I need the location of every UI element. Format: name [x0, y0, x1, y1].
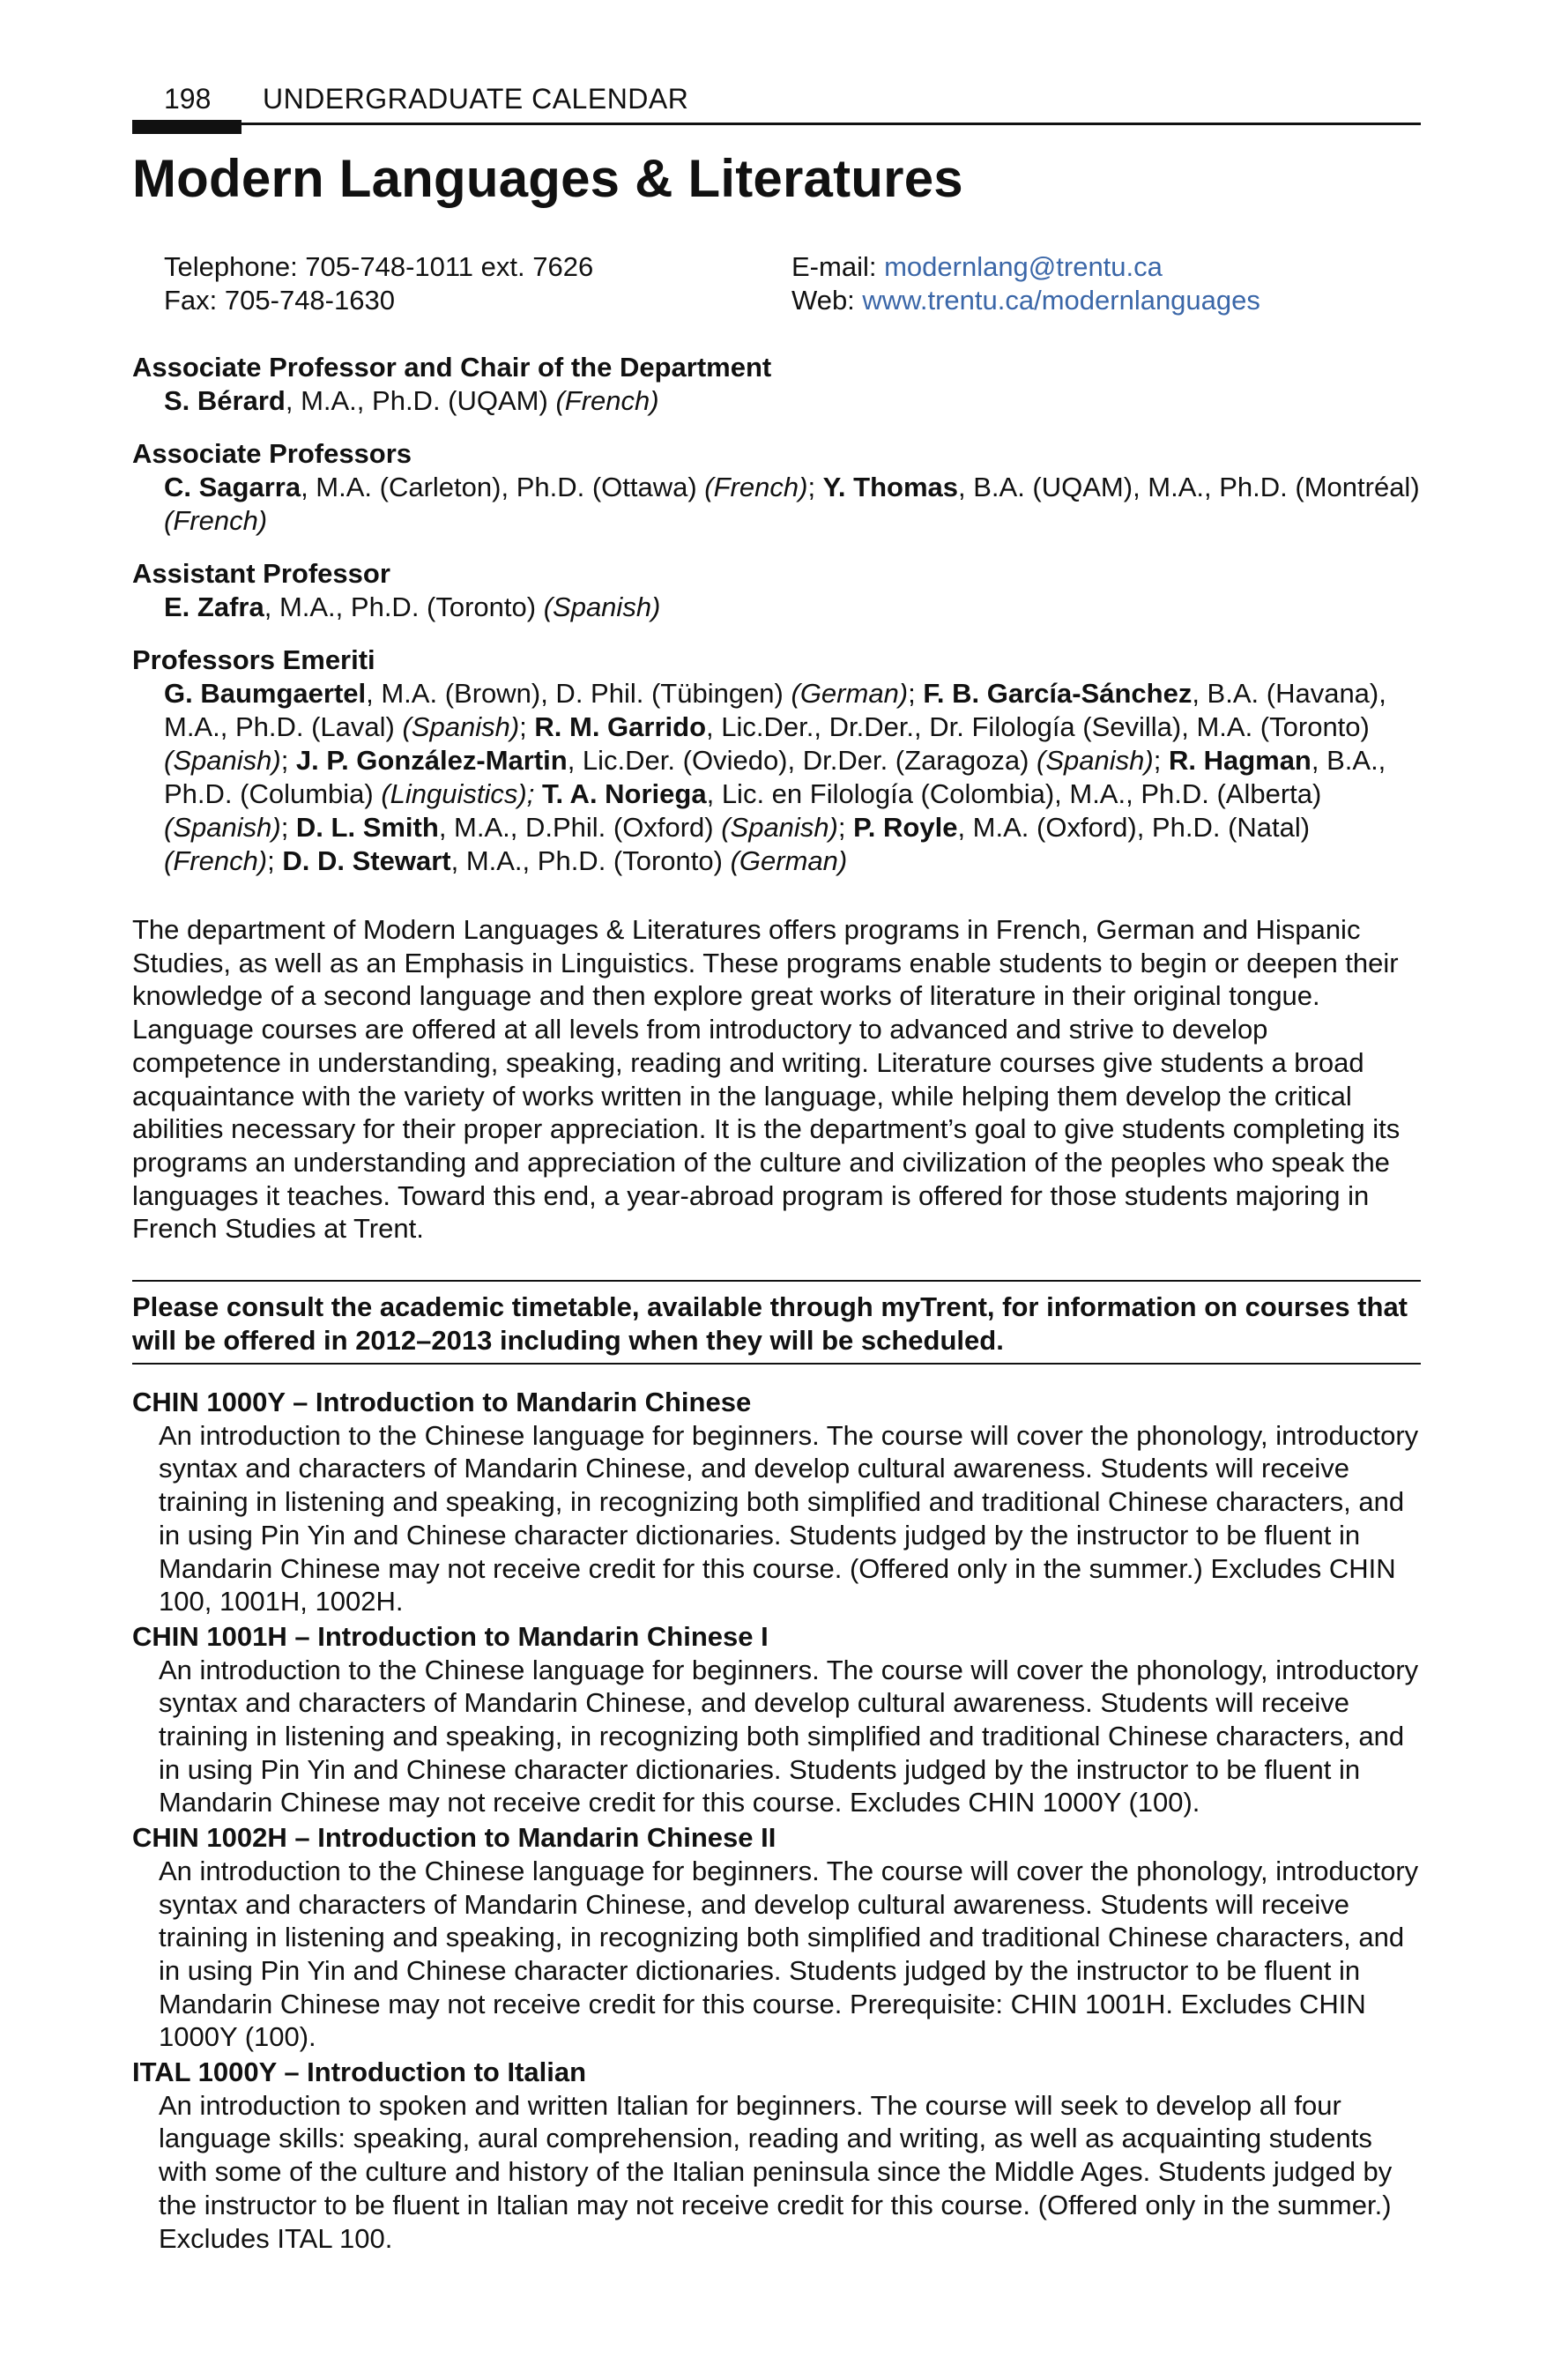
header-rule [132, 123, 1421, 125]
faculty-heading: Professors Emeriti [132, 644, 375, 675]
header-tab-bar [132, 120, 241, 134]
course-description: An introduction to the Chinese language for beginners. The course will cover the phonology, introductory syntax and characters of Mandarin Chinese, and develop cultural awareness. Students will receive training in listening and speaking, in recognizing both simplified and traditional Chinese characters, and in using Pin Yin and Chinese character dictionaries. Students judged by the instructor to be fluent in Mandarin Chinese may not receive credit for this course. Prerequisite: CHIN 1001H. Excludes CHIN 1000Y (100). [159, 1855, 1419, 2053]
department-intro: The department of Modern Languages & Literatures offers programs in French, German and Hispanic Studies, as well as an Emphasis in Linguistics. These programs enable students to begin or deepen their knowledge of a second language and then explore great works of literature in their original tongue. Language courses are offered at all levels from introductory to advanced and strive to develop competence in understanding, speaking, reading and writing. Literature courses give students a broad acquaintance with the variety of works written in the language, while helping them develop the critical abilities necessary for their proper appreciation. It is the department’s goal to give students completing its programs an understanding and appreciation of the culture and civilization of the peoples who speak the languages it teaches. Toward this end, a year-abroad program is offered for those students majoring in French Studies at Trent. [132, 914, 1401, 1245]
course-title: CHIN 1001H – Introduction to Mandarin Chinese I [132, 1620, 769, 1652]
faculty-chair [132, 351, 1421, 418]
course-title: CHIN 1000Y – Introduction to Mandarin Chinese [132, 1387, 752, 1417]
faculty-heading: Associate Professor and Chair of the Department [132, 352, 772, 383]
faculty-entry: S. Bérard, M.A., Ph.D. (UQAM) (French) [164, 385, 659, 416]
course-entry [132, 1620, 1421, 1819]
faculty-heading: Assistant Professor [132, 558, 390, 589]
course-title: CHIN 1002H – Introduction to Mandarin Chinese II [132, 1822, 776, 1854]
course-entry [132, 1386, 1421, 1618]
fax: Fax: 705-748-1630 [164, 285, 395, 316]
faculty-assistant [132, 557, 1421, 624]
course-description: An introduction to the Chinese language for beginners. The course will cover the phonology, introductory syntax and characters of Mandarin Chinese, and develop cultural awareness. Students will receive training in listening and speaking, in recognizing both simplified and traditional Chinese characters, and in using Pin Yin and Chinese character dictionaries. Students judged by the instructor to be fluent in Mandarin Chinese may not receive credit for this course. Excludes CHIN 1000Y (100). [159, 1654, 1419, 1818]
page-title: Modern Languages & Literatures [132, 149, 963, 208]
faculty-entry: E. Zafra, M.A., Ph.D. (Toronto) (Spanish) [164, 591, 661, 622]
timetable-notice: Please consult the academic timetable, available through myTrent, for information on courses that will be offered in 2012–2013 including when they will be scheduled. [132, 1280, 1421, 1365]
faculty-associate [132, 437, 1421, 538]
contact-online-column [791, 250, 1260, 317]
web-line [791, 284, 1260, 317]
faculty-entry: C. Sagarra, M.A. (Carleton), Ph.D. (Ottawa) (French); Y. Thomas, B.A. (UQAM), M.A., Ph.D. (Montréal) (French) [164, 472, 1420, 536]
running-header [132, 0, 1421, 123]
course-entry [132, 2056, 1421, 2255]
faculty-heading: Associate Professors [132, 438, 412, 469]
contact-phone-column [164, 250, 593, 317]
telephone: Telephone: 705-748-1011 ext. 7626 [164, 251, 594, 282]
faculty-entry: G. Baumgaertel, M.A. (Brown), D. Phil. (Tübingen) (German); F. B. García-Sánchez, B.A. (Havana), M.A., Ph.D. (Laval) (Spanish); R. M. Garrido, Lic.Der., Dr.Der., Dr. Filología (Sevilla), M.A. (Toronto) (Spanish); J. P. González-Martin, Lic.Der. (Oviedo), Dr.Der. (Zaragoza) (Spanish); R. Hagman, B.A., Ph.D. (Columbia) (Linguistics); T. A. Noriega, Lic. en Filología (Colombia), M.A., Ph.D. (Alberta) (Spanish); D. L. Smith, M.A., D.Phil. (Oxford) (Spanish); P. Royle, M.A. (Oxford), Ph.D. (Natal) (French); D. D. Stewart, M.A., Ph.D. (Toronto) (German) [164, 678, 1386, 876]
course-title: ITAL 1000Y – Introduction to Italian [132, 2056, 587, 2088]
course-description: An introduction to the Chinese language for beginners. The course will cover the phonology, introductory syntax and characters of Mandarin Chinese, and develop cultural awareness. Students will receive training in listening and speaking, in recognizing both simplified and traditional Chinese characters, and in using Pin Yin and Chinese character dictionaries. Students judged by the instructor to be fluent in Mandarin Chinese may not receive credit for this course. (Offered only in the summer.) Excludes CHIN 100, 1001H, 1002H. [159, 1419, 1419, 1618]
email-link[interactable]: modernlang@trentu.ca [884, 251, 1163, 282]
faculty-list [132, 351, 1421, 897]
running-title: UNDERGRADUATE CALENDAR [263, 83, 689, 115]
email-label: E-mail: [791, 251, 885, 282]
faculty-emeriti [132, 643, 1421, 878]
page-number: 198 [164, 83, 212, 115]
web-label: Web: [791, 285, 863, 316]
course-entry [132, 1821, 1421, 2054]
course-list [132, 1386, 1421, 2257]
web-link[interactable]: www.trentu.ca/modernlanguages [862, 285, 1260, 316]
course-description: An introduction to spoken and written Italian for beginners. The course will seek to develop all four language skills: speaking, aural comprehension, reading and writing, as well as acquainting students with some of the culture and history of the Italian peninsula since the Middle Ages. Students judged by the instructor to be fluent in Italian may not receive credit for this course. (Offered only in the summer.) Excludes ITAL 100. [159, 2089, 1393, 2254]
email-line [791, 250, 1260, 284]
calendar-page [132, 0, 1421, 2254]
